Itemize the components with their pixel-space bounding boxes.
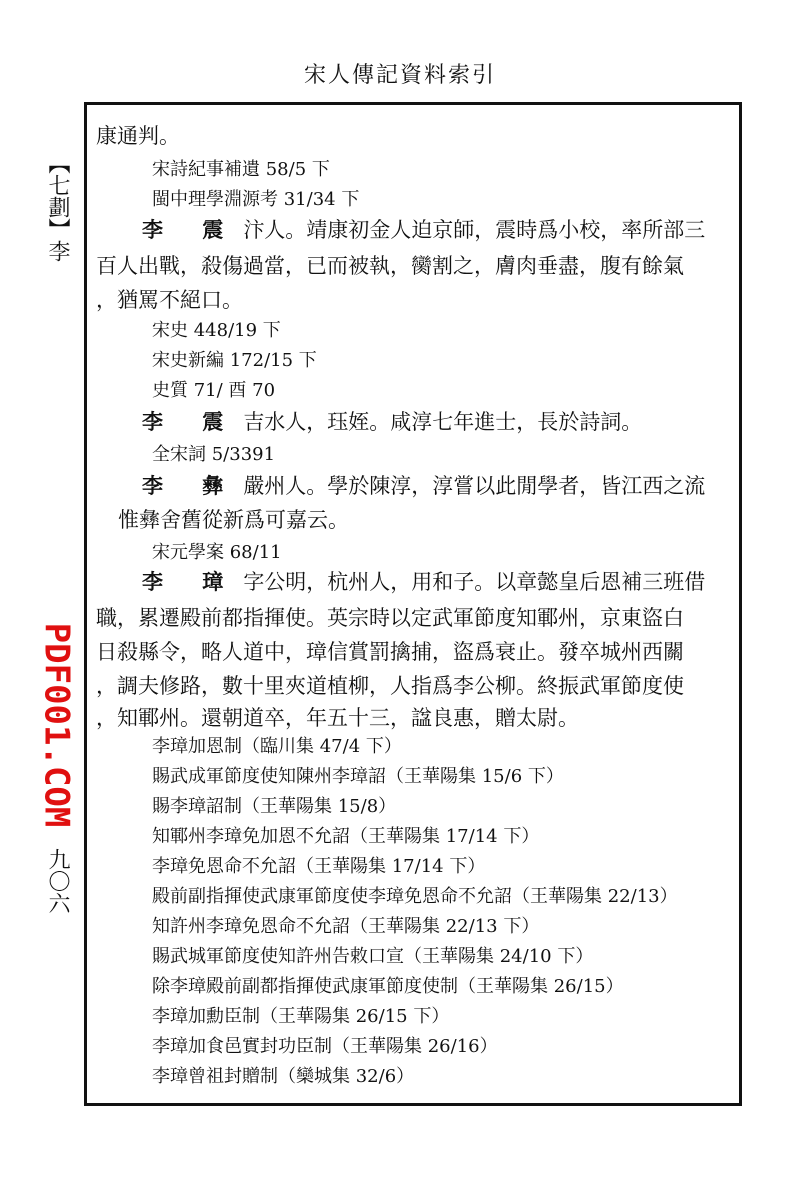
entry-text-line: 康通判。 <box>96 124 180 148</box>
source-citation: 宋詩紀事補遺 58/5 下 <box>152 159 330 180</box>
person-name: 李 璋 <box>142 569 240 594</box>
source-citation: 全宋詞 5/3391 <box>152 444 276 465</box>
source-citation: 賜武城軍節度使知許州告敕口宣（王華陽集 24/10 下） <box>152 946 594 967</box>
entry-text-line: ，知鄆州。還朝道卒，年五十三，諡良惠，贈太尉。 <box>96 706 579 730</box>
entry-text-first: 嚴州人。學於陳淳，淳嘗以此閒學者，皆江西之流 <box>243 474 706 498</box>
entry-text-line: ，猶罵不絕口。 <box>96 288 243 312</box>
source-citation: 閩中理學淵源考 31/34 下 <box>152 189 360 210</box>
entry-text-line: 百人出戰，殺傷過當，已而被執，臠割之，膚肉垂盡，腹有餘氣 <box>96 254 684 278</box>
entry-text-line: 日殺縣令，略人道中，璋信賞罰擒捕，盜爲衰止。發卒城州西關 <box>96 640 684 664</box>
source-citation: 知鄆州李璋免加恩不允詔（王華陽集 17/14 下） <box>152 826 540 847</box>
entry-heading <box>142 566 705 596</box>
stroke-count-label: 【七劃】 <box>45 152 70 240</box>
source-citation: 宋史新編 172/15 下 <box>152 350 317 371</box>
source-citation: 李璋免恩命不允詔（王華陽集 17/14 下） <box>152 856 486 877</box>
person-name: 李 震 <box>142 217 240 242</box>
entry-text-first: 汴人。靖康初金人迫京師，震時爲小校，率所部三 <box>243 218 706 242</box>
page-title: 宋人傳記資料索引 <box>303 63 496 88</box>
source-citation: 知許州李璋免恩命不允詔（王華陽集 22/13 下） <box>152 916 540 937</box>
surname-label: 李 <box>45 240 70 262</box>
source-citation: 李璋加食邑實封功臣制（王華陽集 26/16） <box>152 1036 498 1057</box>
source-citation: 賜李璋詔制（王華陽集 15/8） <box>152 796 397 817</box>
entry-text-first: 字公明，杭州人，用和子。以章懿皇后恩補三班借 <box>243 570 706 594</box>
person-name: 李 彝 <box>142 473 240 498</box>
source-citation: 除李璋殿前副都指揮使武康軍節度使制（王華陽集 26/15） <box>152 976 624 997</box>
source-citation: 李璋加勳臣制（王華陽集 26/15 下） <box>152 1006 450 1027</box>
entry-heading <box>142 214 705 244</box>
entry-text-line: 職，累遷殿前都指揮使。英宗時以定武軍節度知鄆州，京東盜白 <box>96 606 684 630</box>
source-citation: 殿前副指揮使武康軍節度使李璋免恩命不允詔（王華陽集 22/13） <box>152 886 678 907</box>
source-citation: 李璋加恩制（臨川集 47/4 下） <box>152 736 402 757</box>
entry-heading <box>142 470 705 500</box>
entry-text-first: 吉水人，珏姪。咸淳七年進士，長於詩詞。 <box>243 410 643 434</box>
entry-heading <box>142 406 642 436</box>
source-citation: 宋元學案 68/11 <box>152 542 282 563</box>
person-name: 李 震 <box>142 409 240 434</box>
entry-text-line: ，調夫修路，數十里夾道植柳，人指爲李公柳。終振武軍節度使 <box>96 674 684 698</box>
source-citation: 賜武成軍節度使知陳州李璋詔（王華陽集 15/6 下） <box>152 766 564 787</box>
page-number: 九〇六 <box>45 848 70 914</box>
source-citation: 史質 71/ 酉 70 <box>152 380 276 401</box>
watermark-text: PDF001.COM <box>36 622 77 828</box>
entry-text-line: 惟彝舍舊從新爲可嘉云。 <box>118 508 349 532</box>
source-citation: 李璋曾祖封贈制（欒城集 32/6） <box>152 1066 415 1087</box>
source-citation: 宋史 448/19 下 <box>152 320 281 341</box>
